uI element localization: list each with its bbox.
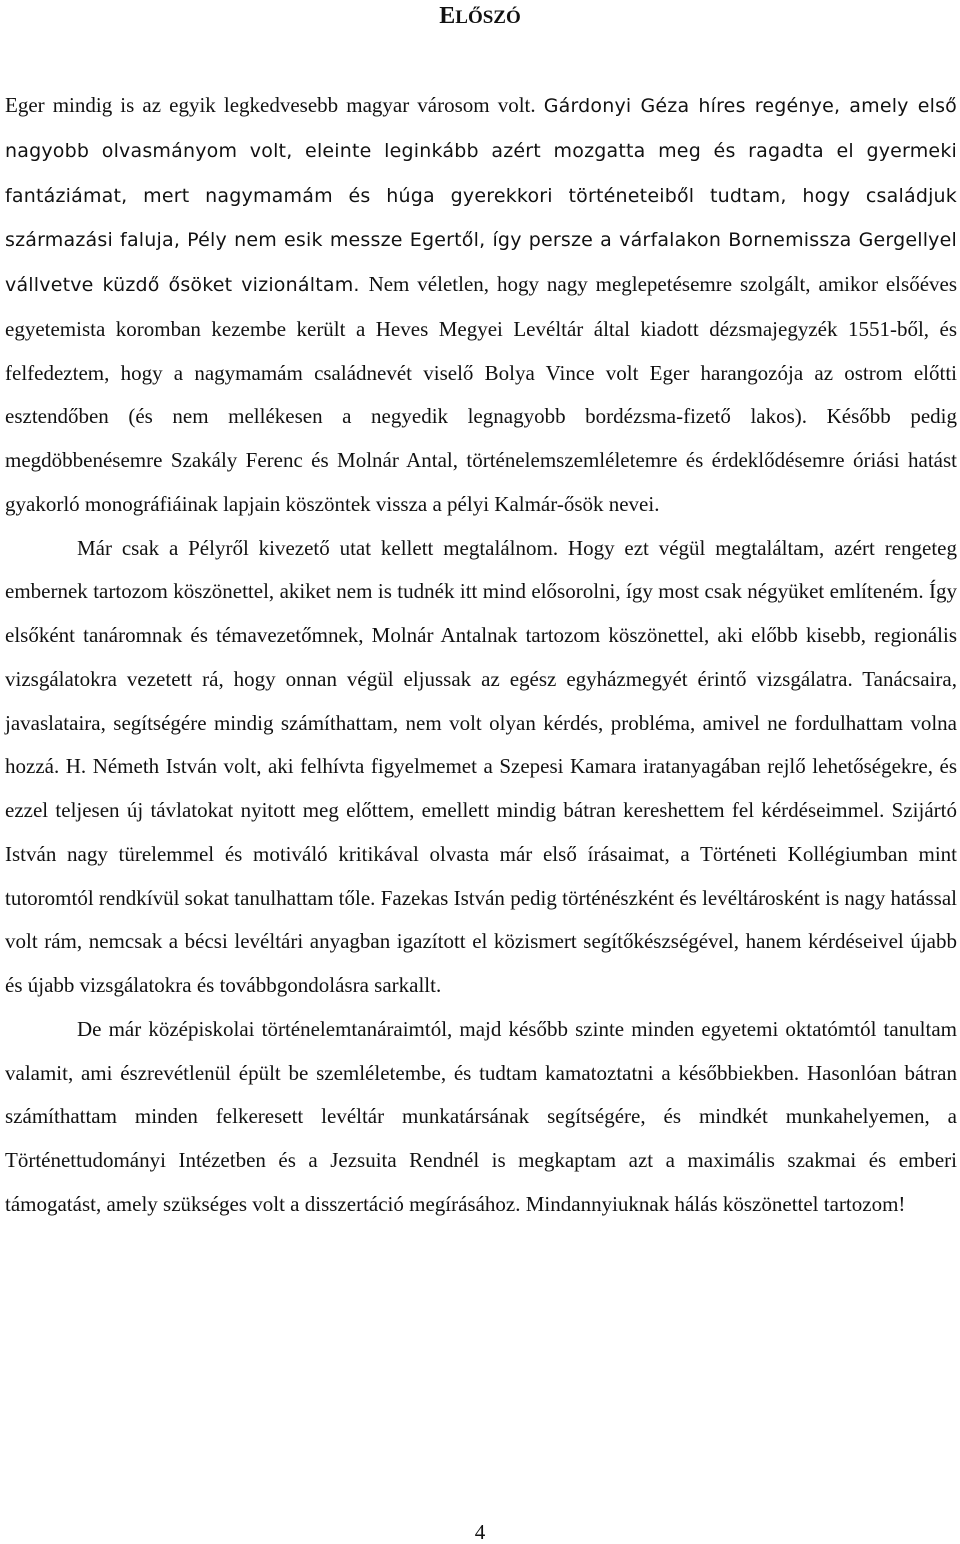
paragraph-1-sentence-4: Később pedig megdöbbenésemre Szakály Ferenc és Molnár Antal, történelemszemléletemre és érdeklődésemre óriási hatást gyakorló monográfiáinak lapjain köszöntek vissza a pélyi Kalmár-ősök nevei. [5,404,957,516]
paragraph-2-sentence-2: Hogy ezt végül megtaláltam, azért rengeteg embernek tartozom köszönettel, akiket nem is tudnék itt mind elősorolni, így most csak négyüket említeném. [5,535,957,604]
paragraph-1-sentence-1: Eger mindig is az egyik legkedvesebb magyar városom volt. [5,93,544,117]
paragraph-2-sentence-1: Már csak a Pélyről kivezető utat kellett megtalálnom. [77,535,568,560]
paragraph-3-sentence-1: De már középiskolai történelemtanáraimtól, majd később szinte minden egyetemi oktatómtól tanultam valamit, ami észrevétlenül épült be szemléletembe, és tudtam kamatoztatni a későbbiekben. [5,1016,957,1085]
paragraph-3 [5,1008,957,1227]
paragraph-1-sentence-2: Gárdonyi Géza híres regénye, amely első nagyobb olvasmányom volt, eleinte leginkább azért mozgatta meg és ragadta el gyermeki fantáziámat, mert nagymamám és húga gyerekkori történeteiből tudtam, hogy családjuk származási faluja, Pély nem esik messze Egertől, így persze a várfalakon Bornemissza Gergellyel vállvetve küzdő ősöket vizionáltam. [5,95,957,296]
paragraph-2-sentence-6: Szijártó István nagy türelemmel és motiváló kritikával olvasta már első írásaimat, a Történeti Kollégiumban mint tutoromtól rendkívül sokat tanulhattam tőle. [5,798,957,910]
page-number: 4 [474,1520,486,1544]
page-title [0,2,960,32]
paragraph-2-sentence-4: Tanácsaira, javaslataira, segítségére mindig számíthattam, nem volt olyan kérdés, probléma, amivel ne fordulhattam volna hozzá. [5,666,957,779]
paragraph-2-sentence-5: H. Németh István volt, aki felhívta figyelmemet a Szepesi Kamara iratanyagában rejlő lehetőségekre, és ezzel teljesen új távlatokat nyitott meg előttem, emellett mindig bátran kereshettem fel kérdéseimmel. [5,754,957,822]
page-title-initial: E [439,3,456,29]
page-title-rest: LŐSZÓ [455,7,521,28]
paragraph-3-sentence-3: Mindannyiuknak hálás köszönettel tartozom! [525,1191,906,1216]
paragraph-2 [5,527,957,1008]
paragraph-2-sentence-3: Így elsőként tanáromnak és témavezetőmnek, Molnár Antalnak tartozom köszönettel, aki előbb kisebb, regionális vizsgálatokra vezetett rá, hogy onnan végül eljussak az egész egyházmegyét érintő vizsgálatra. [5,579,957,691]
body-text [5,84,957,1227]
paragraph-1 [5,84,957,527]
paragraph-2-sentence-7: Fazekas István pedig történészként és levéltárosként is nagy hatással volt rám, nemcsak a bécsi levéltári anyagban igazított el közismert segítőkészségével, hanem kérdéseivel újabb és újabb vizsgálatokra és továbbgondolásra sarkallt. [5,885,957,997]
paragraph-1-sentence-3: Nem véletlen, hogy nagy meglepetésemre szolgált, amikor elsőéves egyetemista koromban kezembe került a Heves Megyei Levéltár által kiadott dézsmajegyzék 1551-ből, és felfedeztem, hogy a nagymamám családnevét viselő Bolya Vince volt Eger harangozója az ostrom előtti esztendőben (és nem mellékesen a negyedik legnagyobb bordézsma-fizető lakos). [5,272,958,429]
paragraph-3-sentence-2: Hasonlóan bátran számíthattam minden felkeresett levéltár munkatársának segítségére, és mindkét munkahelyemen, a Történettudományi Intézetben és a Jezsuita Rendnél is megkaptam azt a maximális szakmai és emberi támogatást, amely szükséges volt a disszertáció megírásához. [5,1060,957,1216]
